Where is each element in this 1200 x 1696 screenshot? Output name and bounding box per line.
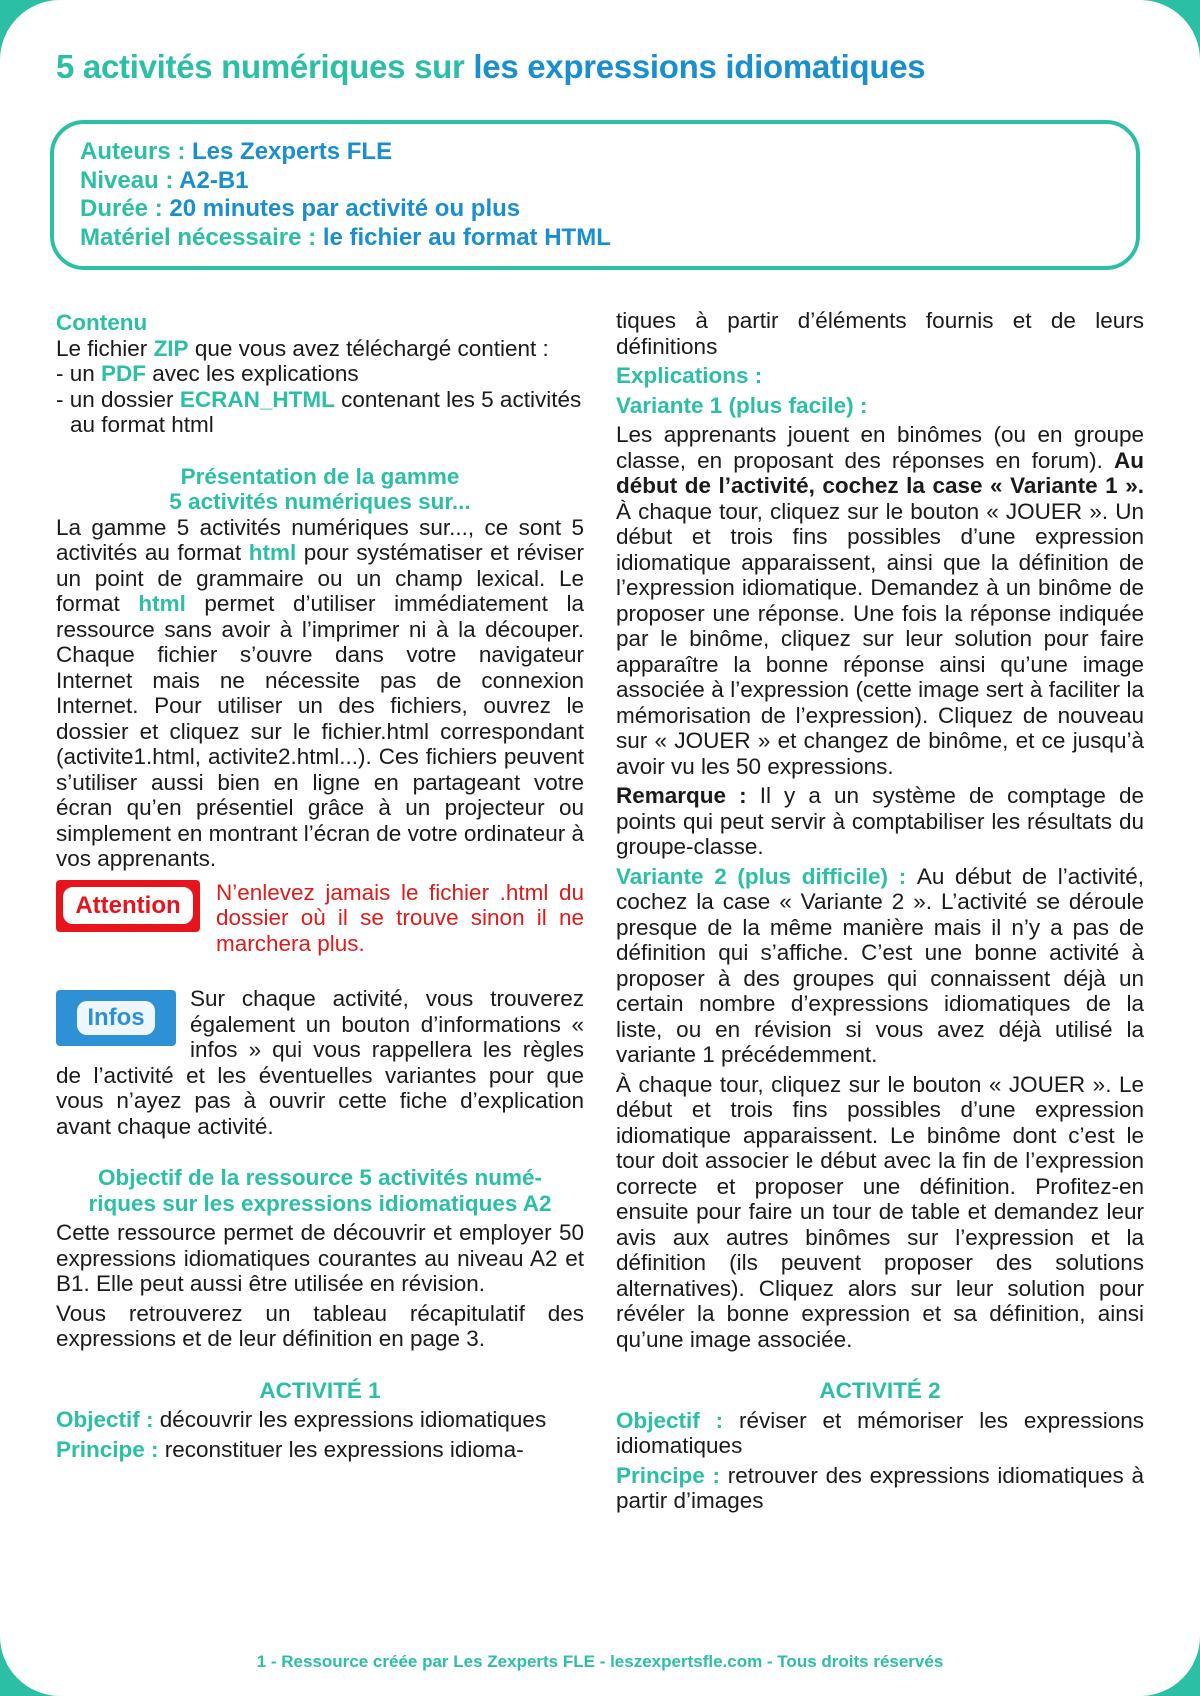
variant2-heading: Variante 2 (plus difficile) : <box>616 863 917 889</box>
info-box <box>50 120 1140 270</box>
infos-block <box>56 986 584 1139</box>
text: avec les explications <box>146 361 359 386</box>
objective-paragraph: Cette ressource permet de découvrir et employer 50 expressions idiomatiques courantes au niveau A2 et B1. Elle peut aussi être utilisée en révision. <box>56 1220 584 1296</box>
duration-row <box>80 195 1110 224</box>
activity1-heading: ACTIVITÉ 1 <box>259 1377 381 1403</box>
list-item <box>56 387 584 438</box>
text: À chaque tour, cliquez sur le bouton « JOUER ». Un début et trois fins possibles d’une expression idiomatique apparaissent, ainsi que la définition de l’expression idiomatique. Demandez à un binôme de proposer une réponse. Une fois la réponse indiquée par le binôme, cliquez sur leur solution pour faire apparaître la bonne réponse ainsi qu’une image associée à l’expression (cette image sert à faciliter la mémorisation de l’expression). Cliquez de nouveau sur « JOUER » et changez de binôme, et ce jusqu’à avoir vu les 50 expressions. <box>616 498 1144 779</box>
left-column <box>56 310 584 1462</box>
infos-text: Sur chaque activité, vous trouverez également un bouton d’informations « infos » qui vous rappellera les règles de l’activité et les éventuelles variantes pour que vous n’ayez pas à ouvrir cette fiche d’explication avant chaque activité. <box>56 986 584 1139</box>
variant2-paragraph <box>616 864 1144 1068</box>
authors-label: Auteurs : <box>80 138 193 165</box>
text: que vous avez téléchargé contient : <box>188 335 549 361</box>
material-row <box>80 224 1110 253</box>
text: Au début de l’activité, cochez la case « Variante 2 ». L’activité se déroule presque de la même manière mais il n’y a pas de définition qui s’affiche. C’est une bonne activité à proposer à des groupes qui connaissent déjà un certain nombre d’expressions idiomatiques de la liste, ou en révision si vous avez déjà utilisé la variante 1 précédemment. <box>616 863 1144 1067</box>
title-part1: 5 activités numériques sur <box>56 48 474 85</box>
continued-text: tiques à partir d’éléments fournis et de leurs définitions <box>616 308 1144 359</box>
activity1-principle <box>56 1437 584 1463</box>
objective-paragraph: Vous retrouverez un tableau récapitulatif des expressions et de leur définition en page 3. <box>56 1300 584 1351</box>
duration-label: Durée : <box>80 195 170 222</box>
principle-label: Principe : <box>56 1436 165 1462</box>
level-value: A2-B1 <box>179 166 249 194</box>
variant1-paragraph <box>616 422 1144 779</box>
explications-heading: Explications : <box>616 363 763 388</box>
activity2-objective <box>616 1408 1144 1459</box>
presentation-paragraph <box>56 515 584 872</box>
level-row <box>80 167 1110 196</box>
remark-paragraph <box>616 783 1144 860</box>
contenu-intro <box>56 336 584 362</box>
contenu-heading: Contenu <box>56 310 148 335</box>
text: permet d’utiliser immédiatement la ressource sans avoir à l’imprimer ni à la découper. Chaque fichier s’ouvre dans votre navigateur Internet mais ne nécessite pas de connexion Internet. Pour utiliser un des fichiers, ouvrez le dossier et cliquez sur le fichier.html correspondant (activite1.html, activite2.html...). Ces fichiers peuvent s’utiliser aussi bien en ligne en partageant votre écran qu’en présentiel grâce à un projecteur ou simplement en montrant l’écran de votre ordinateur à vos apprenants. <box>56 591 584 871</box>
activity2-principle <box>616 1463 1144 1514</box>
text: réviser et mémoriser les expressions idiomatiques <box>616 1407 1144 1458</box>
objective-label: Objectif : <box>56 1407 160 1432</box>
text: Il y a un système de comptage de points qui peut servir à comptabiliser les résultats du groupe-classe. <box>616 783 1144 859</box>
attention-badge <box>56 880 200 932</box>
text: Les apprenants jouent en binômes (ou en groupe classe, en proposant des réponses en forum). <box>616 422 1144 473</box>
authors-value: Les Zexperts FLE <box>192 138 393 165</box>
duration-value: 20 minutes par activité ou plus <box>169 195 521 222</box>
infos-label: Infos <box>77 1001 154 1035</box>
authors-row <box>80 138 1110 167</box>
presentation-heading: Présentation de la gamme <box>180 463 460 489</box>
text: - un dossier <box>56 386 180 412</box>
objective-label: Objectif : <box>616 1407 740 1433</box>
attention-block <box>56 880 584 957</box>
text: reconstituer les expressions idioma- <box>164 1436 524 1462</box>
attention-label: Attention <box>63 887 192 925</box>
remark-label: Remarque : <box>616 783 760 808</box>
variant1-heading: Variante 1 (plus facile) : <box>616 392 868 418</box>
html-term: html <box>248 540 297 565</box>
folder-term: ECRAN_HTML <box>179 386 335 412</box>
text: Le fichier <box>56 335 154 361</box>
variant2-paragraph-2: À chaque tour, cliquez sur le bouton « JOUER ». Le début et trois fins possibles d’une expression idiomatique apparaissent. Le binôme dont c’est le tour doit associer le début avec la fin de l’expression correcte et proposer une définition. Profitez-en ensuite pour faire un tour de table et demandez leur avis aux autres binômes sur l’expression et la définition (ils peuvent proposer des solutions alternatives). Cliquez alors sur leur solution pour révéler la bonne expression et sa définition, ainsi qu’une image associée. <box>616 1071 1144 1352</box>
text: contenant les 5 activités au format html <box>70 386 582 437</box>
objective-heading-line2: riques sur les expressions idiomatiques A2 <box>88 1190 552 1216</box>
html-term: html <box>138 591 186 616</box>
title-part2: les expressions idiomatiques <box>473 48 926 85</box>
list-item <box>56 361 584 387</box>
activity2-heading: ACTIVITÉ 2 <box>819 1378 941 1403</box>
pdf-term: PDF <box>101 361 147 386</box>
presentation-heading-line2: 5 activités numériques sur... <box>169 489 471 514</box>
zip-term: ZIP <box>153 335 189 361</box>
activity1-objective <box>56 1407 584 1433</box>
material-value: le fichier au format HTML <box>322 223 611 251</box>
page-footer: 1 - Ressource créée par Les Zexperts FLE - leszexpertsfle.com - Tous droits réservés <box>256 1652 944 1671</box>
infos-badge <box>56 990 176 1046</box>
principle-label: Principe : <box>616 1462 728 1488</box>
text: - un <box>56 361 102 386</box>
attention-text: N’enlevez jamais le fichier .html du dossier où il se trouve sinon il ne marchera plus. <box>216 879 584 956</box>
text: retrouver des expressions idiomatiques à partir d’images <box>616 1462 1144 1513</box>
text: découvrir les expressions idiomatiques <box>159 1407 547 1432</box>
text: La gamme 5 activités numériques sur..., ce sont 5 activités au format <box>56 514 584 565</box>
level-label: Niveau : <box>80 166 180 194</box>
page-title <box>56 48 925 86</box>
text: pour systématiser et réviser un point de grammaire ou un champ lexical. Le format <box>56 540 584 616</box>
bold-instruction: Au début de l’activité, cochez la case « Variante 1 ». <box>616 447 1144 498</box>
objective-heading: Objectif de la ressource 5 activités numé- <box>98 1165 542 1190</box>
material-label: Matériel nécessaire : <box>80 223 323 251</box>
right-column <box>616 308 1144 1514</box>
